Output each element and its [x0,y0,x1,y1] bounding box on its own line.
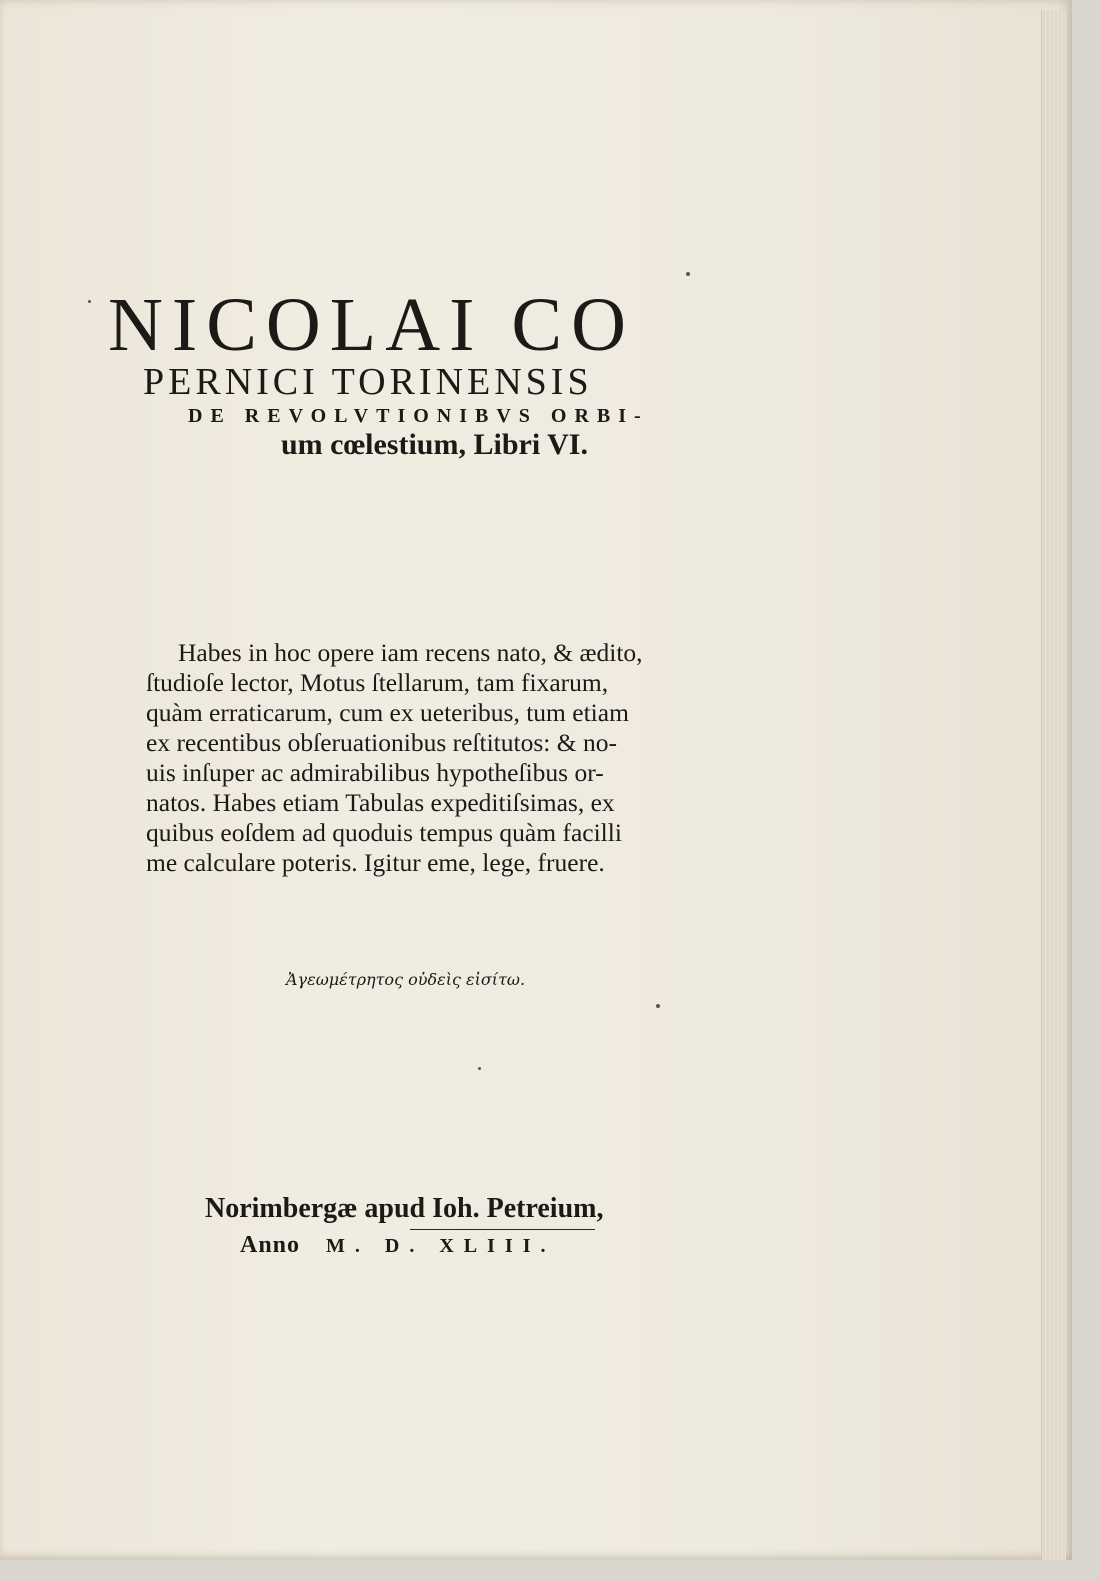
greek-motto: Ἀγεωμέτρητος οὐδεὶς εἰσίτω. [286,970,526,989]
blurb-line: natos. Habes etiam Tabulas expeditiſsimas, ex [146,788,615,817]
blurb-line: quibus eoſdem ad quoduis tempus quàm facilli [146,818,622,847]
blurb-line: quàm erraticarum, cum ex ueteribus, tum etiam [146,698,629,727]
imprint-anno: Anno [240,1232,301,1258]
imprint-printer: Norimbergæ apud Ioh. Petreium, [205,1193,604,1224]
show-through-text [60,160,820,198]
title-line-2: PERNICI TORINENSIS [143,361,593,403]
blurb-line: ſtudioſe lector, Motus ſtellarum, tam fixarum, [146,668,609,697]
blurb-line: Habes in hoc opere iam recens nato, & ædito, [178,638,643,667]
ink-speck [686,272,690,276]
ink-speck [88,300,91,303]
blurb-line: me calculare poteris. Igitur eme, lege, fruere. [146,848,605,877]
imprint-date [240,1232,555,1259]
ink-speck [478,1067,481,1070]
title-line-1: NICOLAI CO [108,283,635,367]
page-edge [1041,10,1066,1560]
ink-speck [656,1004,660,1008]
blurb-paragraph [146,638,686,878]
imprint-rule [410,1229,595,1230]
title-line-4: um cœlestium, Libri VI. [281,428,588,461]
title-line-3: DE REVOLVTIONIBVS ORBI- [188,405,649,427]
blurb-line: uis inſuper ac admirabilibus hypotheſibus or- [146,758,604,787]
blurb-line: ex recentibus obſeruationibus reſtitutos: & no- [146,728,617,757]
imprint-year: M. D. XLIII. [326,1235,556,1257]
